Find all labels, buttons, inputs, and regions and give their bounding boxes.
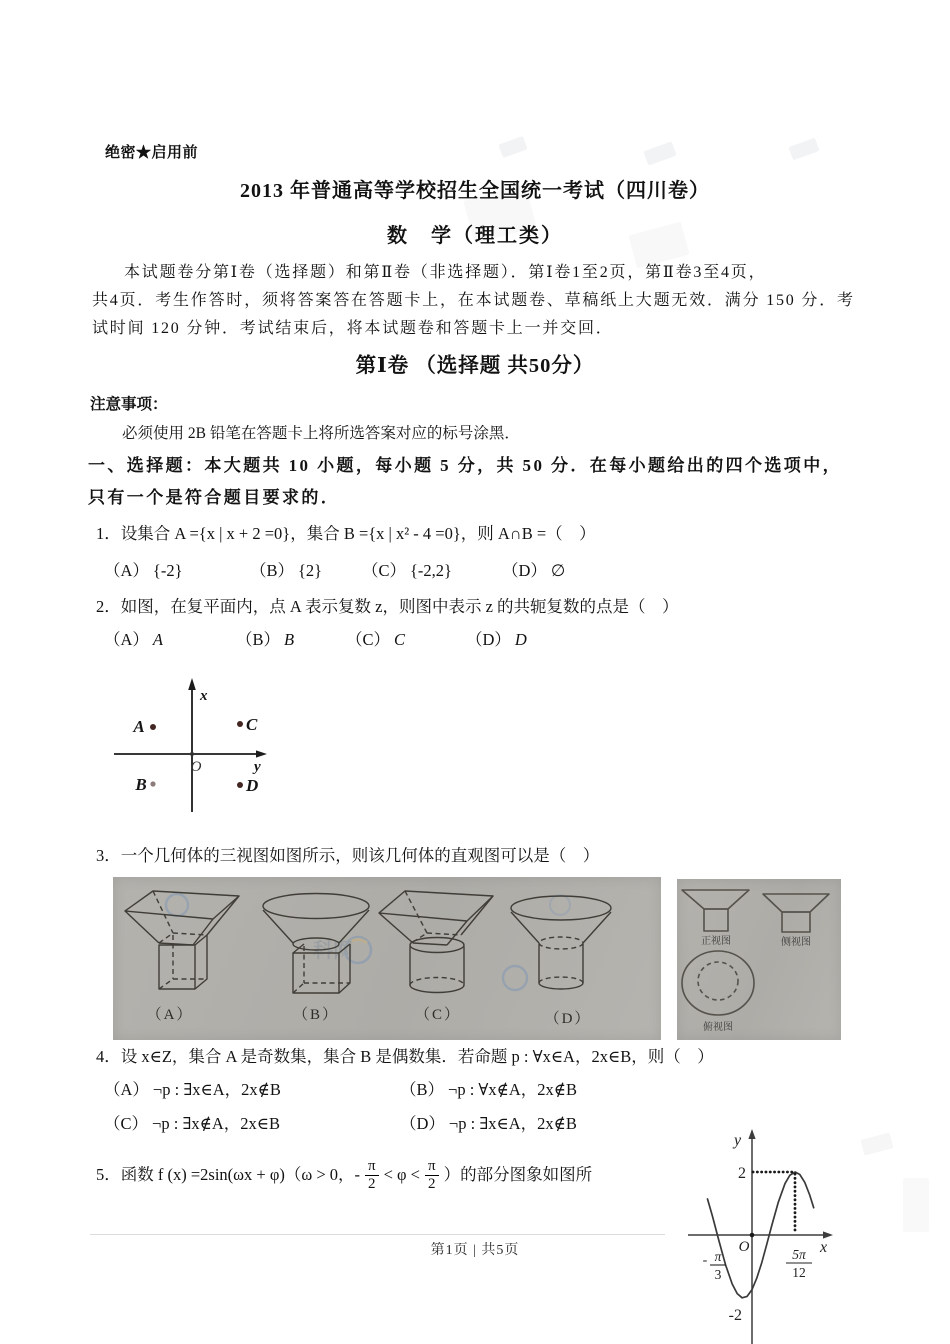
graph-origin-label: O [738,1239,750,1255]
q2-option-d-value: D [514,630,527,649]
question-2-options [104,630,527,651]
graph-ymax-label: 2 [738,1165,746,1182]
q4-option-b-label: （B） [400,1080,445,1099]
q4-option-d-label: （D） [400,1114,445,1133]
scan-watermark [788,138,819,161]
q5-sine-graph [680,1125,930,1344]
origin-label: O [190,759,202,775]
q2-option-c-label: （C） [346,630,391,649]
q5-fraction-1 [365,1158,379,1193]
q5-fraction-2 [425,1158,439,1193]
front-view-label: 正视图 [701,936,731,947]
xneg-sign: - [702,1253,708,1268]
q4-option-d-value: ¬p : ∃x∈A，2x∉B [448,1114,577,1133]
graph-x-axis-label: x [820,1239,828,1256]
max-point-dotted-guides [753,1172,795,1233]
xmax-denominator: 12 [792,1265,806,1280]
front-view-drawing [682,890,749,931]
point-d-label: D [246,776,259,795]
point-d-dot [237,782,243,788]
q2-option-d-label: （D） [466,630,511,649]
q3-photo-label-b: （B） [292,1007,340,1023]
exam-subtitle: 数 学（理工类） [387,225,563,247]
solid-a-square-frustum-on-cuboid [125,891,239,989]
q2-option-b-label: （B） [236,630,281,649]
q1-option-a-value: {-2} [152,561,183,580]
q3-photo-label-c: （C） [414,1007,462,1023]
q5-frac2-denominator: 2 [428,1175,436,1192]
q4-option-c-value: ¬p : ∃x∉A，2x∈B [152,1114,280,1133]
question-3-text: 3．一个几何体的三视图如图所示，则该几何体的直观图可以是（ ） [96,846,600,865]
q2-option-a-value: A [152,630,164,649]
complex-plane-figure [100,670,350,820]
q2-option-a [104,630,236,651]
part1-instruction-line-1: 一、选择题：本大题共 10 小题，每小题 5 分，共 50 分．在每小题给出的四个选项中， [88,456,842,475]
q1-option-d-value: ∅ [550,561,566,580]
top-view-drawing [682,951,754,1015]
q1-option-d [502,561,565,582]
graph-origin-dot [750,1233,755,1238]
q1-option-d-label: （D） [502,561,547,580]
graph-y-axis-label: y [734,1132,742,1149]
q4-option-d [400,1114,577,1135]
q1-option-b-value: {2} [298,561,323,580]
q2-option-d [466,630,527,651]
notes-heading: 注意事项： [90,396,168,413]
q2-option-c [346,630,466,651]
intro-line-1: 本试题卷分第Ⅰ卷（选择题）和第Ⅱ卷（非选择题）．第Ⅰ卷1至2页，第Ⅱ卷3至4页， [124,264,767,281]
graph-axes [688,1135,828,1344]
q1-option-a-label: （A） [104,561,149,580]
q4-option-a-value: ¬p : ∃x∈A，2x∉B [152,1080,281,1099]
intro-line-2: 共4页．考生作答时，须将答案答在答题卡上，在本试题卷、草稿纸上大题无效．满分 150 分．考 [92,292,855,309]
q5-text-mid: < φ < [383,1164,420,1184]
page-footer: 第1页 | 共5页 [430,1243,520,1258]
q4-option-c [104,1114,280,1135]
q3-options-drawing [113,877,661,1040]
exam-title: 2013 年普通高等学校招生全国统一考试（四川卷） [240,180,710,202]
y-axis-arrow [748,1129,755,1139]
q1-option-c-value: {-2,2} [410,561,452,580]
xmax-numerator: 5π [792,1247,806,1262]
classification-label: 绝密★启用前 [105,145,199,161]
graph-ymin-label: -2 [728,1307,742,1324]
q4-option-b-value: ¬p : ∀x∉A，2x∉B [448,1080,577,1099]
three-views-drawing [677,879,841,1040]
question-2-text: 2．如图，在复平面内，点 A 表示复数 z，则图中表示 z 的共轭复数的点是（ ） [96,597,679,616]
point-b-label: B [135,775,147,794]
notes-body: 必须使用 2B 铅笔在答题卡上将所选答案对应的标号涂黑． [122,425,520,442]
q3-options-photo [113,877,661,1040]
q2-option-a-label: （A） [104,630,149,649]
vertical-axis-arrow [188,678,196,690]
part1-instruction-line-2: 只有一个是符合题目要求的． [88,488,341,507]
xneg-denominator: 3 [714,1267,722,1282]
q2-option-b-value: B [284,630,295,649]
q5-text-suffix: ）的部分图象如图所 [443,1164,593,1184]
q1-option-b [250,561,362,582]
x-axis-arrow [823,1231,833,1238]
point-c-label: C [246,715,258,734]
photo-watermark-text: 科网 [313,940,353,962]
q2-option-b [236,630,346,651]
q4-option-b [400,1080,577,1101]
scan-watermark [643,141,676,165]
q3-photo-label-d: （D） [544,1011,592,1027]
q4-option-a-label: （A） [104,1080,149,1099]
point-c-dot [237,721,243,727]
q1-option-b-label: （B） [250,561,295,580]
footer-divider [90,1234,665,1235]
q2-option-c-value: C [394,630,406,649]
q5-frac2-numerator: π [425,1158,439,1176]
q1-option-c-label: （C） [362,561,407,580]
q1-option-c [362,561,502,582]
q3-photo-label-a: （A） [146,1007,194,1023]
question-1-options [104,561,565,582]
side-view-label: 侧视图 [781,937,811,948]
q3-three-views-photo [677,879,841,1040]
point-a-label: A [133,717,145,736]
xneg-numerator: π [714,1249,722,1264]
q4-option-a [104,1080,281,1101]
section1-heading: 第Ⅰ卷 （选择题 共50分） [355,355,595,377]
solid-c-square-frustum-on-cylinder [379,891,493,993]
vertical-axis-label: x [200,688,208,704]
top-view-label: 俯视图 [703,1022,733,1033]
horizontal-axis-arrow [256,750,267,757]
horizontal-axis-label: y [254,759,261,775]
q5-frac1-denominator: 2 [368,1175,376,1192]
q1-option-a [104,561,250,582]
side-view-drawing [763,894,829,932]
question-1-text: 1．设集合 A ={x | x + 2 =0}，集合 B ={x | x² - 4 =0}，则 A∩B =（ ） [96,524,596,543]
question-5-text [96,1150,592,1200]
intro-line-3: 试时间 120 分钟．考试结束后，将本试题卷和答题卡上一并交回． [92,320,614,337]
point-a-dot [150,724,156,730]
scan-watermark [498,136,527,158]
q4-option-c-label: （C） [104,1114,149,1133]
point-b-dot [150,781,155,786]
question-4-text: 4．设 x∈Z，集合 A 是奇数集，集合 B 是偶数集．若命题 p : ∀x∈A，2x∈B，则（ ） [96,1047,714,1066]
q5-frac1-numerator: π [365,1158,379,1176]
q5-text-prefix: 5．函数 f (x) =2sin(ωx + φ)（ω > 0，- [96,1164,361,1184]
origin-dot [190,752,194,756]
